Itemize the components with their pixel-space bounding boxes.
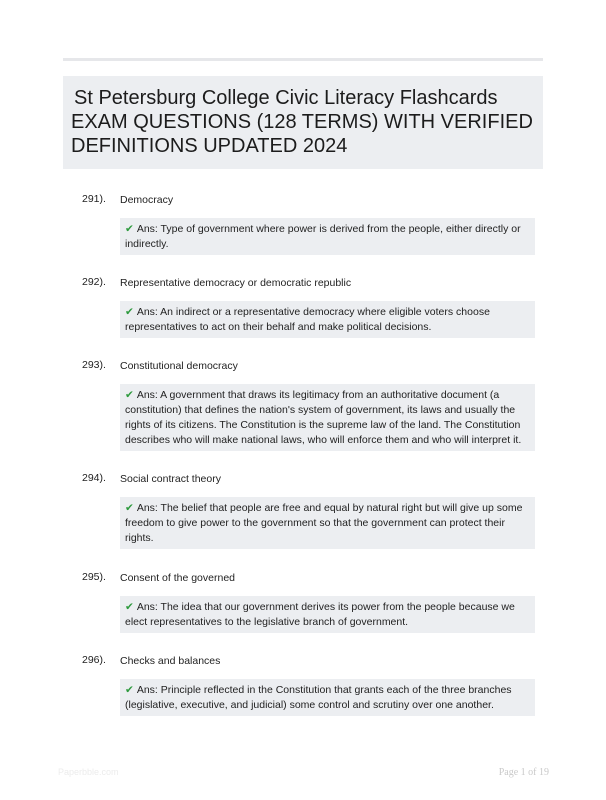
question-term: Consent of the governed bbox=[120, 572, 235, 584]
check-icon: ✔ bbox=[125, 223, 134, 235]
question-term: Checks and balances bbox=[120, 655, 221, 667]
question-number: 293). bbox=[82, 359, 106, 371]
check-icon: ✔ bbox=[125, 306, 134, 318]
answer-text: Ans: The belief that people are free and equal by natural right but will give up some freedom to give power to the government so that the government can protect their rights. bbox=[125, 502, 523, 544]
answer-text: Ans: An indirect or a representative democracy where eligible voters choose representatives to act on their behalf and make political decisions. bbox=[125, 306, 490, 333]
answer-box bbox=[120, 679, 535, 716]
document-title-line-1: St Petersburg College Civic Literacy Flashcards bbox=[74, 87, 498, 109]
page-number: Page 1 of 19 bbox=[498, 767, 549, 778]
question-number: 296). bbox=[82, 654, 106, 666]
check-icon: ✔ bbox=[125, 684, 134, 696]
answer-text: Ans: Type of government where power is derived from the people, either directly or indirectly. bbox=[125, 223, 521, 250]
question-term: Constitutional democracy bbox=[120, 360, 238, 372]
document-title-line-3: DEFINITIONS UPDATED 2024 bbox=[71, 135, 348, 157]
question-number: 292). bbox=[82, 276, 106, 288]
document-title-line-2: EXAM QUESTIONS (128 TERMS) WITH VERIFIED bbox=[71, 111, 533, 133]
question-term: Representative democracy or democratic republic bbox=[120, 277, 352, 289]
document-title-box bbox=[63, 76, 543, 169]
check-icon: ✔ bbox=[125, 601, 134, 613]
answer-box bbox=[120, 497, 535, 549]
answer-box bbox=[120, 596, 535, 633]
answer-box bbox=[120, 384, 535, 451]
top-divider bbox=[63, 58, 543, 61]
question-number: 295). bbox=[82, 571, 106, 583]
question-number: 291). bbox=[82, 193, 106, 205]
answer-text: Ans: The idea that our government derives its power from the people because we elect representatives to the legislative branch of government. bbox=[125, 601, 515, 628]
question-term: Democracy bbox=[120, 194, 174, 206]
footer-watermark: Paperbble.com bbox=[58, 767, 119, 777]
answer-box bbox=[120, 301, 535, 338]
check-icon: ✔ bbox=[125, 502, 134, 514]
check-icon: ✔ bbox=[125, 389, 134, 401]
question-term: Social contract theory bbox=[120, 473, 221, 485]
answer-box bbox=[120, 218, 535, 255]
answer-text: Ans: A government that draws its legitimacy from an authoritative document (a constitution) that defines the nation's system of government, its laws and usually the rights of its citizens. The Constitution is the supreme law of the land. The Constitution describes who will make national laws, who will enforce them and who will interpret it. bbox=[125, 389, 522, 446]
answer-text: Ans: Principle reflected in the Constitution that grants each of the three branches (legislative, executive, and judicial) some control and scrutiny over one another. bbox=[125, 684, 512, 711]
question-number: 294). bbox=[82, 472, 106, 484]
